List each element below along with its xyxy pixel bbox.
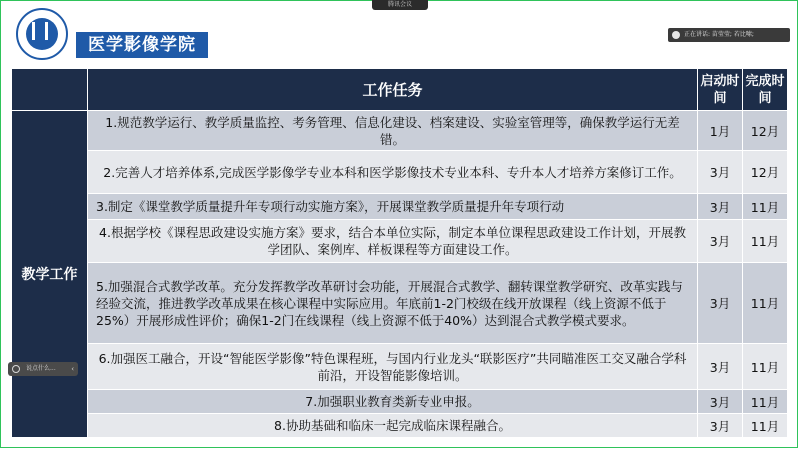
emoji-icon[interactable] — [12, 365, 20, 373]
table-row — [12, 390, 788, 414]
end-cell: 11月 — [743, 414, 788, 438]
end-cell: 11月 — [743, 390, 788, 414]
header-start: 启动时间 — [698, 69, 743, 111]
header-end: 完成时间 — [743, 69, 788, 111]
task-table — [11, 68, 788, 438]
start-cell: 3月 — [698, 151, 743, 194]
table-row — [12, 194, 788, 220]
task-cell: 7.加强职业教育类新专业申报。 — [88, 390, 698, 414]
comment-placeholder: 说点什么... — [26, 365, 56, 372]
task-cell: 4.根据学校《课程思政建设实施方案》要求，结合本单位实际，制定本单位课程思政建设工作计划，开展教学团队、案例库、样板课程等方面建设工作。 — [88, 220, 698, 263]
meeting-app-bar[interactable] — [372, 0, 428, 10]
task-cell: 6.加强医工融合，开设“智能医学影像”特色课程班，与国内行业龙头“联影医疗”共同瞄准医工交叉融合学科前沿，开设智能影像培训。 — [88, 344, 698, 390]
header-corner-cell — [12, 69, 88, 111]
task-cell: 8.协助基础和临床一起完成临床课程融合。 — [88, 414, 698, 438]
start-cell: 3月 — [698, 194, 743, 220]
task-cell: 3.制定《课堂教学质量提升年专项行动实施方案》，开展课堂教学质量提升年专项行动 — [88, 194, 698, 220]
task-cell: 1.规范教学运行、教学质量监控、考务管理、信息化建设、档案建设、实验室管理等，确保教学运行无差错。 — [88, 111, 698, 151]
start-cell: 3月 — [698, 344, 743, 390]
mic-icon — [672, 31, 680, 39]
category-cell: 教学工作 — [12, 111, 88, 438]
table-row — [12, 414, 788, 438]
school-logo — [16, 8, 68, 60]
meeting-app-label: 腾讯会议 — [387, 1, 412, 8]
end-cell: 11月 — [743, 194, 788, 220]
end-cell: 12月 — [743, 151, 788, 194]
task-cell: 5.加强混合式教学改革。充分发挥教学改革研讨会功能，开展混合式教学、翻转课堂教学研究、改革实践与经验交流，推进教学改革成果在核心课程中实际应用。年底前1-2门校级在线开放课程（线上资源不低于25%）开展形成性评价；确保1-2门在线课程（线上资源不低于40%）达到混合式教学模式要求。 — [88, 263, 698, 344]
start-cell: 1月 — [698, 111, 743, 151]
speaking-label: 正在讲话: 苗莹莹; 若比嗦; — [684, 31, 754, 38]
logo-mark-icon — [32, 22, 48, 40]
end-cell: 12月 — [743, 111, 788, 151]
start-cell: 3月 — [698, 263, 743, 344]
start-cell: 3月 — [698, 390, 743, 414]
table-row — [12, 263, 788, 344]
comment-input[interactable] — [8, 362, 78, 376]
end-cell: 11月 — [743, 344, 788, 390]
chevron-left-icon[interactable]: ‹ — [71, 365, 74, 373]
end-cell: 11月 — [743, 220, 788, 263]
table-row — [12, 111, 788, 151]
start-cell: 3月 — [698, 220, 743, 263]
start-cell: 3月 — [698, 414, 743, 438]
table-row — [12, 220, 788, 263]
table-header-row — [12, 69, 788, 111]
school-name-banner — [76, 32, 208, 58]
speaking-indicator — [668, 28, 790, 42]
end-cell: 11月 — [743, 263, 788, 344]
school-name: 医学影像学院 — [88, 35, 196, 55]
table-row — [12, 344, 788, 390]
header-task: 工作任务 — [88, 69, 698, 111]
task-cell: 2.完善人才培养体系,完成医学影像学专业本科和医学影像技术专业本科、专升本人才培养方案修订工作。 — [88, 151, 698, 194]
table-row — [12, 151, 788, 194]
